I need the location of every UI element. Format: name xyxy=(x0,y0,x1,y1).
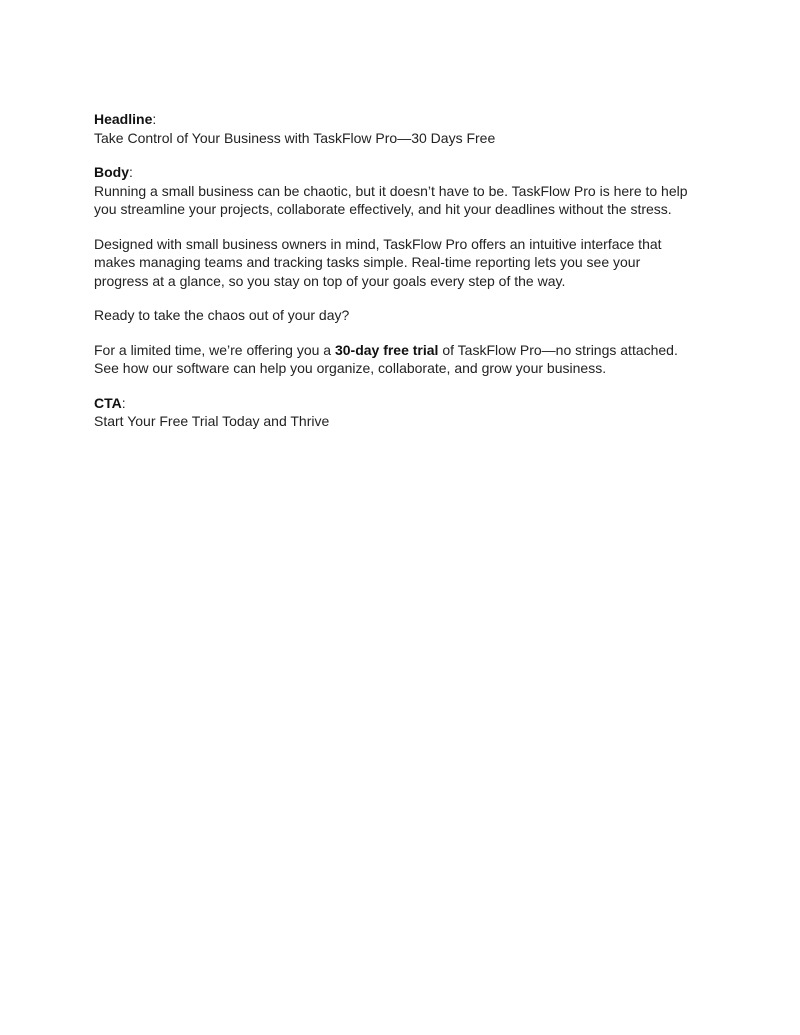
offer-text-before: For a limited time, we’re offering you a xyxy=(94,341,335,358)
headline-section xyxy=(94,110,734,147)
body-paragraph-4 xyxy=(94,341,734,378)
body-colon: : xyxy=(129,164,133,180)
body-section xyxy=(94,163,734,378)
body-paragraph-1 xyxy=(94,182,734,219)
headline-label: Headline xyxy=(94,111,153,127)
body-paragraph-3: Ready to take the chaos out of your day? xyxy=(94,307,350,323)
cta-section xyxy=(94,394,734,431)
body-paragraph-2-line-3: progress at a glance, so you stay on top of your goals every step of the way. xyxy=(94,272,566,289)
body-paragraph-1-line-2: you streamline your projects, collaborate effectively, and hit your deadlines without the stress. xyxy=(94,201,672,217)
body-paragraph-2-line-2: makes managing teams and tracking tasks simple. Real-time reporting lets you see your xyxy=(94,254,641,270)
body-heading xyxy=(94,163,734,182)
cta-heading xyxy=(94,394,734,413)
document-page xyxy=(94,110,734,431)
body-paragraph-1-line-1: Running a small business can be chaotic, but it doesn’t have to be. TaskFlow Pro is here to help xyxy=(94,182,688,199)
body-label: Body xyxy=(94,164,129,180)
body-paragraph-4-line-1 xyxy=(94,341,734,360)
cta-text: Start Your Free Trial Today and Thrive xyxy=(94,413,330,429)
body-paragraph-4-line-2: See how our software can help you organize, collaborate, and grow your business. xyxy=(94,360,607,376)
body-paragraph-2 xyxy=(94,235,734,291)
body-paragraph-2-line-1: Designed with small business owners in mind, TaskFlow Pro offers an intuitive interface that xyxy=(94,235,662,252)
headline-text: Take Control of Your Business with TaskFlow Pro—30 Days Free xyxy=(94,129,496,146)
headline-heading xyxy=(94,110,734,129)
headline-colon: : xyxy=(152,111,157,127)
offer-text-after: of TaskFlow Pro—no strings attached. xyxy=(438,341,678,358)
cta-label: CTA xyxy=(94,394,122,411)
offer-highlight: 30-day free trial xyxy=(334,341,439,358)
cta-colon: : xyxy=(121,394,126,411)
